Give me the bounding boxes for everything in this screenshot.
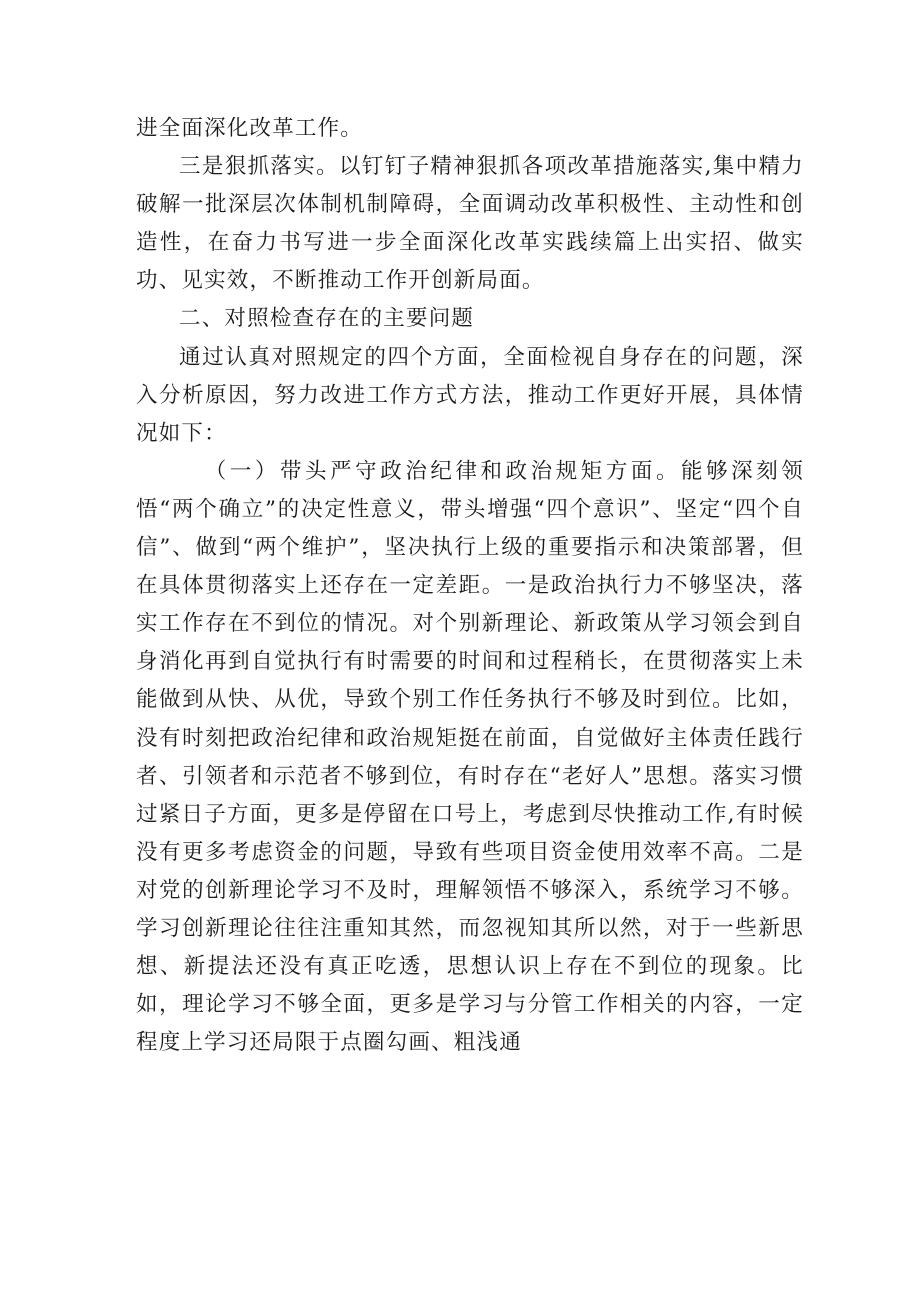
paragraph-intro: 通过认真对照规定的四个方面，全面检视自身存在的问题，深入分析原因，努力改进工作方式方法，推动工作更好开展，具体情况如下： — [136, 344, 804, 446]
paragraph-continuation: 进全面深化改革工作。 — [136, 116, 364, 141]
paragraph-implementation: 三是狠抓落实。以钉钉子精神狠抓各项改革措施落实,集中精力破解一批深层次体制机制障碍，全面调动改革积极性、主动性和创造性，在奋力书写进一步全面深化改革实践续篇上出实招、做实功、见实效，不断推动工作开创新局面。 — [136, 154, 804, 294]
section-heading: 二、对照检查存在的主要问题 — [179, 306, 475, 332]
document-body — [136, 110, 804, 1062]
paragraph-political-discipline: （一）带头严守政治纪律和政治规矩方面。能够深刻领悟“两个确立”的决定性意义，带头增强“四个意识”、坚定“四个自信”、做到“两个维护”，坚决执行上级的重要指示和决策部署，但在具体贯彻落实上还存在一定差距。一是政治执行力不够坚决，落实工作存在不到位的情况。对个别新理论、新政策从学习领会到自身消化再到自觉执行有时需要的时间和过程稍长，在贯彻落实上未能做到从快、从优，导致个别工作任务执行不够及时到位。比如，没有时刻把政治纪律和政治规矩挺在前面，自觉做好主体责任践行者、引领者和示范者不够到位，有时存在“老好人”思想。落实习惯过紧日子方面，更多是停留在口号上，考虑到尽快推动工作,有时候没有更多考虑资金的问题，导致有些项目资金使用效率不高。二是对党的创新理论学习不及时，理解领悟不够深入，系统学习不够。学习创新理论往往注重知其然，而忽视知其所以然，对于一些新思想、新提法还没有真正吃透，思想认识上存在不到位的现象。比如，理论学习不够全面，更多是学习与分管工作相关的内容，一定程度上学习还局限于点圈勾画、粗浅通 — [136, 458, 804, 1056]
